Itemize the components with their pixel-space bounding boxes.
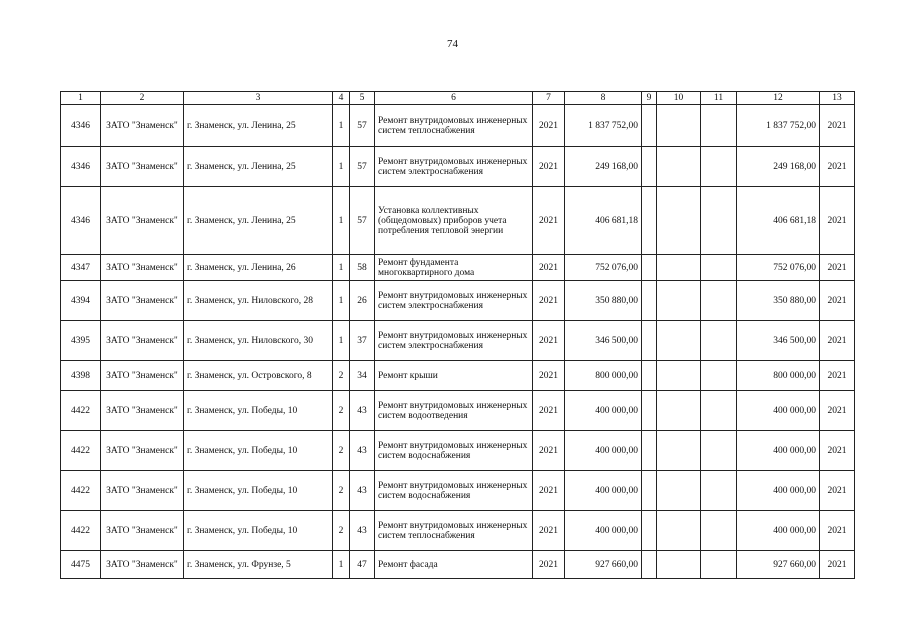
column-13-year-cell: 2021 [820,511,855,551]
column-9-cell [642,255,657,281]
column-13-year-cell: 2021 [820,471,855,511]
col-header-5: 5 [350,92,375,105]
municipality-cell: ЗАТО "Знаменск" [101,187,184,255]
column-11-cell [701,431,737,471]
column-11-cell [701,255,737,281]
column-4-cell: 1 [333,105,350,147]
address-cell: г. Знаменск, ул. Ленина, 25 [184,105,333,147]
row-number-cell: 4422 [61,431,101,471]
work-type-cell: Ремонт внутридомовых инженерных систем водоотведения [375,391,533,431]
column-10-cell [657,391,701,431]
year-cell: 2021 [533,105,565,147]
column-5-cell: 58 [350,255,375,281]
column-4-cell: 1 [333,255,350,281]
year-cell: 2021 [533,281,565,321]
address-cell: г. Знаменск, ул. Ниловского, 30 [184,321,333,361]
work-type-cell: Ремонт внутридомовых инженерных систем электроснабжения [375,281,533,321]
column-10-cell [657,511,701,551]
col-header-7: 7 [533,92,565,105]
row-number-cell: 4422 [61,511,101,551]
work-type-cell: Ремонт крыши [375,361,533,391]
municipality-cell: ЗАТО "Знаменск" [101,471,184,511]
table-row [61,321,855,361]
column-10-cell [657,187,701,255]
column-4-cell: 2 [333,361,350,391]
column-4-cell: 1 [333,551,350,579]
address-cell: г. Знаменск, ул. Победы, 10 [184,391,333,431]
table-row [61,431,855,471]
year-cell: 2021 [533,471,565,511]
table-row [61,361,855,391]
table-row [61,255,855,281]
municipality-cell: ЗАТО "Знаменск" [101,551,184,579]
column-11-cell [701,147,737,187]
column-11-cell [701,361,737,391]
work-type-cell: Установка коллективных (общедомовых) приборов учета потребления тепловой энергии [375,187,533,255]
column-4-cell: 1 [333,187,350,255]
column-5-cell: 43 [350,511,375,551]
municipality-cell: ЗАТО "Знаменск" [101,147,184,187]
municipality-cell: ЗАТО "Знаменск" [101,431,184,471]
address-cell: г. Знаменск, ул. Ленина, 26 [184,255,333,281]
column-10-cell [657,361,701,391]
total-cost-cell: 400 000,00 [565,471,642,511]
row-number-cell: 4347 [61,255,101,281]
address-cell: г. Знаменск, ул. Фрунзе, 5 [184,551,333,579]
column-9-cell [642,281,657,321]
column-12-cost-cell: 400 000,00 [737,511,820,551]
total-cost-cell: 406 681,18 [565,187,642,255]
total-cost-cell: 249 168,00 [565,147,642,187]
column-5-cell: 57 [350,187,375,255]
column-11-cell [701,281,737,321]
work-type-cell: Ремонт фасада [375,551,533,579]
work-type-cell: Ремонт внутридомовых инженерных систем водоснабжения [375,471,533,511]
column-9-cell [642,105,657,147]
column-4-cell: 2 [333,511,350,551]
row-number-cell: 4346 [61,147,101,187]
table-row [61,511,855,551]
column-12-cost-cell: 752 076,00 [737,255,820,281]
col-header-11: 11 [701,92,737,105]
municipality-cell: ЗАТО "Знаменск" [101,255,184,281]
year-cell: 2021 [533,551,565,579]
year-cell: 2021 [533,511,565,551]
row-number-cell: 4422 [61,471,101,511]
col-header-6: 6 [375,92,533,105]
year-cell: 2021 [533,187,565,255]
work-type-cell: Ремонт фундамента многоквартирного дома [375,255,533,281]
column-9-cell [642,511,657,551]
column-11-cell [701,391,737,431]
column-10-cell [657,431,701,471]
address-cell: г. Знаменск, ул. Ленина, 25 [184,147,333,187]
column-10-cell [657,105,701,147]
work-type-cell: Ремонт внутридомовых инженерных систем теплоснабжения [375,105,533,147]
address-cell: г. Знаменск, ул. Ленина, 25 [184,187,333,255]
column-5-cell: 43 [350,431,375,471]
row-number-cell: 4422 [61,391,101,431]
total-cost-cell: 927 660,00 [565,551,642,579]
column-5-cell: 43 [350,471,375,511]
column-9-cell [642,321,657,361]
column-13-year-cell: 2021 [820,105,855,147]
municipality-cell: ЗАТО "Знаменск" [101,361,184,391]
column-10-cell [657,551,701,579]
total-cost-cell: 1 837 752,00 [565,105,642,147]
address-cell: г. Знаменск, ул. Победы, 10 [184,511,333,551]
column-12-cost-cell: 400 000,00 [737,431,820,471]
column-13-year-cell: 2021 [820,321,855,361]
column-13-year-cell: 2021 [820,281,855,321]
column-13-year-cell: 2021 [820,431,855,471]
year-cell: 2021 [533,361,565,391]
column-13-year-cell: 2021 [820,551,855,579]
column-10-cell [657,321,701,361]
col-header-12: 12 [737,92,820,105]
total-cost-cell: 400 000,00 [565,511,642,551]
register-table [60,91,855,579]
column-4-cell: 2 [333,431,350,471]
work-type-cell: Ремонт внутридомовых инженерных систем электроснабжения [375,321,533,361]
page-number: 74 [447,38,458,50]
column-12-cost-cell: 406 681,18 [737,187,820,255]
address-cell: г. Знаменск, ул. Островского, 8 [184,361,333,391]
year-cell: 2021 [533,431,565,471]
work-type-cell: Ремонт внутридомовых инженерных систем электроснабжения [375,147,533,187]
total-cost-cell: 346 500,00 [565,321,642,361]
column-9-cell [642,431,657,471]
column-11-cell [701,187,737,255]
table-row [61,105,855,147]
total-cost-cell: 752 076,00 [565,255,642,281]
row-number-cell: 4398 [61,361,101,391]
column-11-cell [701,551,737,579]
header-row [61,92,855,105]
column-11-cell [701,321,737,361]
column-5-cell: 26 [350,281,375,321]
column-10-cell [657,471,701,511]
address-cell: г. Знаменск, ул. Победы, 10 [184,471,333,511]
col-header-3: 3 [184,92,333,105]
column-13-year-cell: 2021 [820,187,855,255]
table-row [61,281,855,321]
column-11-cell [701,471,737,511]
column-11-cell [701,105,737,147]
table-row [61,391,855,431]
column-12-cost-cell: 800 000,00 [737,361,820,391]
total-cost-cell: 800 000,00 [565,361,642,391]
column-12-cost-cell: 400 000,00 [737,391,820,431]
column-13-year-cell: 2021 [820,255,855,281]
year-cell: 2021 [533,391,565,431]
municipality-cell: ЗАТО "Знаменск" [101,105,184,147]
column-12-cost-cell: 927 660,00 [737,551,820,579]
column-12-cost-cell: 249 168,00 [737,147,820,187]
table-row [61,551,855,579]
row-number-cell: 4394 [61,281,101,321]
column-11-cell [701,511,737,551]
column-12-cost-cell: 346 500,00 [737,321,820,361]
column-9-cell [642,391,657,431]
column-5-cell: 37 [350,321,375,361]
municipality-cell: ЗАТО "Знаменск" [101,281,184,321]
col-header-13: 13 [820,92,855,105]
row-number-cell: 4346 [61,187,101,255]
table-body [61,105,855,579]
column-10-cell [657,281,701,321]
table-row [61,147,855,187]
col-header-10: 10 [657,92,701,105]
row-number-cell: 4395 [61,321,101,361]
column-5-cell: 43 [350,391,375,431]
column-4-cell: 1 [333,281,350,321]
municipality-cell: ЗАТО "Знаменск" [101,511,184,551]
column-9-cell [642,147,657,187]
column-5-cell: 57 [350,147,375,187]
column-4-cell: 2 [333,391,350,431]
col-header-9: 9 [642,92,657,105]
table-row [61,471,855,511]
column-5-cell: 57 [350,105,375,147]
column-5-cell: 34 [350,361,375,391]
col-header-2: 2 [101,92,184,105]
col-header-8: 8 [565,92,642,105]
address-cell: г. Знаменск, ул. Ниловского, 28 [184,281,333,321]
year-cell: 2021 [533,321,565,361]
row-number-cell: 4475 [61,551,101,579]
work-type-cell: Ремонт внутридомовых инженерных систем водоснабжения [375,431,533,471]
col-header-4: 4 [333,92,350,105]
column-5-cell: 47 [350,551,375,579]
municipality-cell: ЗАТО "Знаменск" [101,321,184,361]
column-13-year-cell: 2021 [820,147,855,187]
column-9-cell [642,187,657,255]
column-10-cell [657,255,701,281]
year-cell: 2021 [533,255,565,281]
column-4-cell: 1 [333,321,350,361]
work-type-cell: Ремонт внутридомовых инженерных систем теплоснабжения [375,511,533,551]
municipality-cell: ЗАТО "Знаменск" [101,391,184,431]
column-13-year-cell: 2021 [820,361,855,391]
column-4-cell: 1 [333,147,350,187]
table-row [61,187,855,255]
row-number-cell: 4346 [61,105,101,147]
column-12-cost-cell: 1 837 752,00 [737,105,820,147]
column-12-cost-cell: 400 000,00 [737,471,820,511]
address-cell: г. Знаменск, ул. Победы, 10 [184,431,333,471]
column-4-cell: 2 [333,471,350,511]
col-header-1: 1 [61,92,101,105]
year-cell: 2021 [533,147,565,187]
column-9-cell [642,471,657,511]
column-13-year-cell: 2021 [820,391,855,431]
total-cost-cell: 400 000,00 [565,391,642,431]
column-10-cell [657,147,701,187]
column-9-cell [642,361,657,391]
column-9-cell [642,551,657,579]
total-cost-cell: 350 880,00 [565,281,642,321]
total-cost-cell: 400 000,00 [565,431,642,471]
column-12-cost-cell: 350 880,00 [737,281,820,321]
